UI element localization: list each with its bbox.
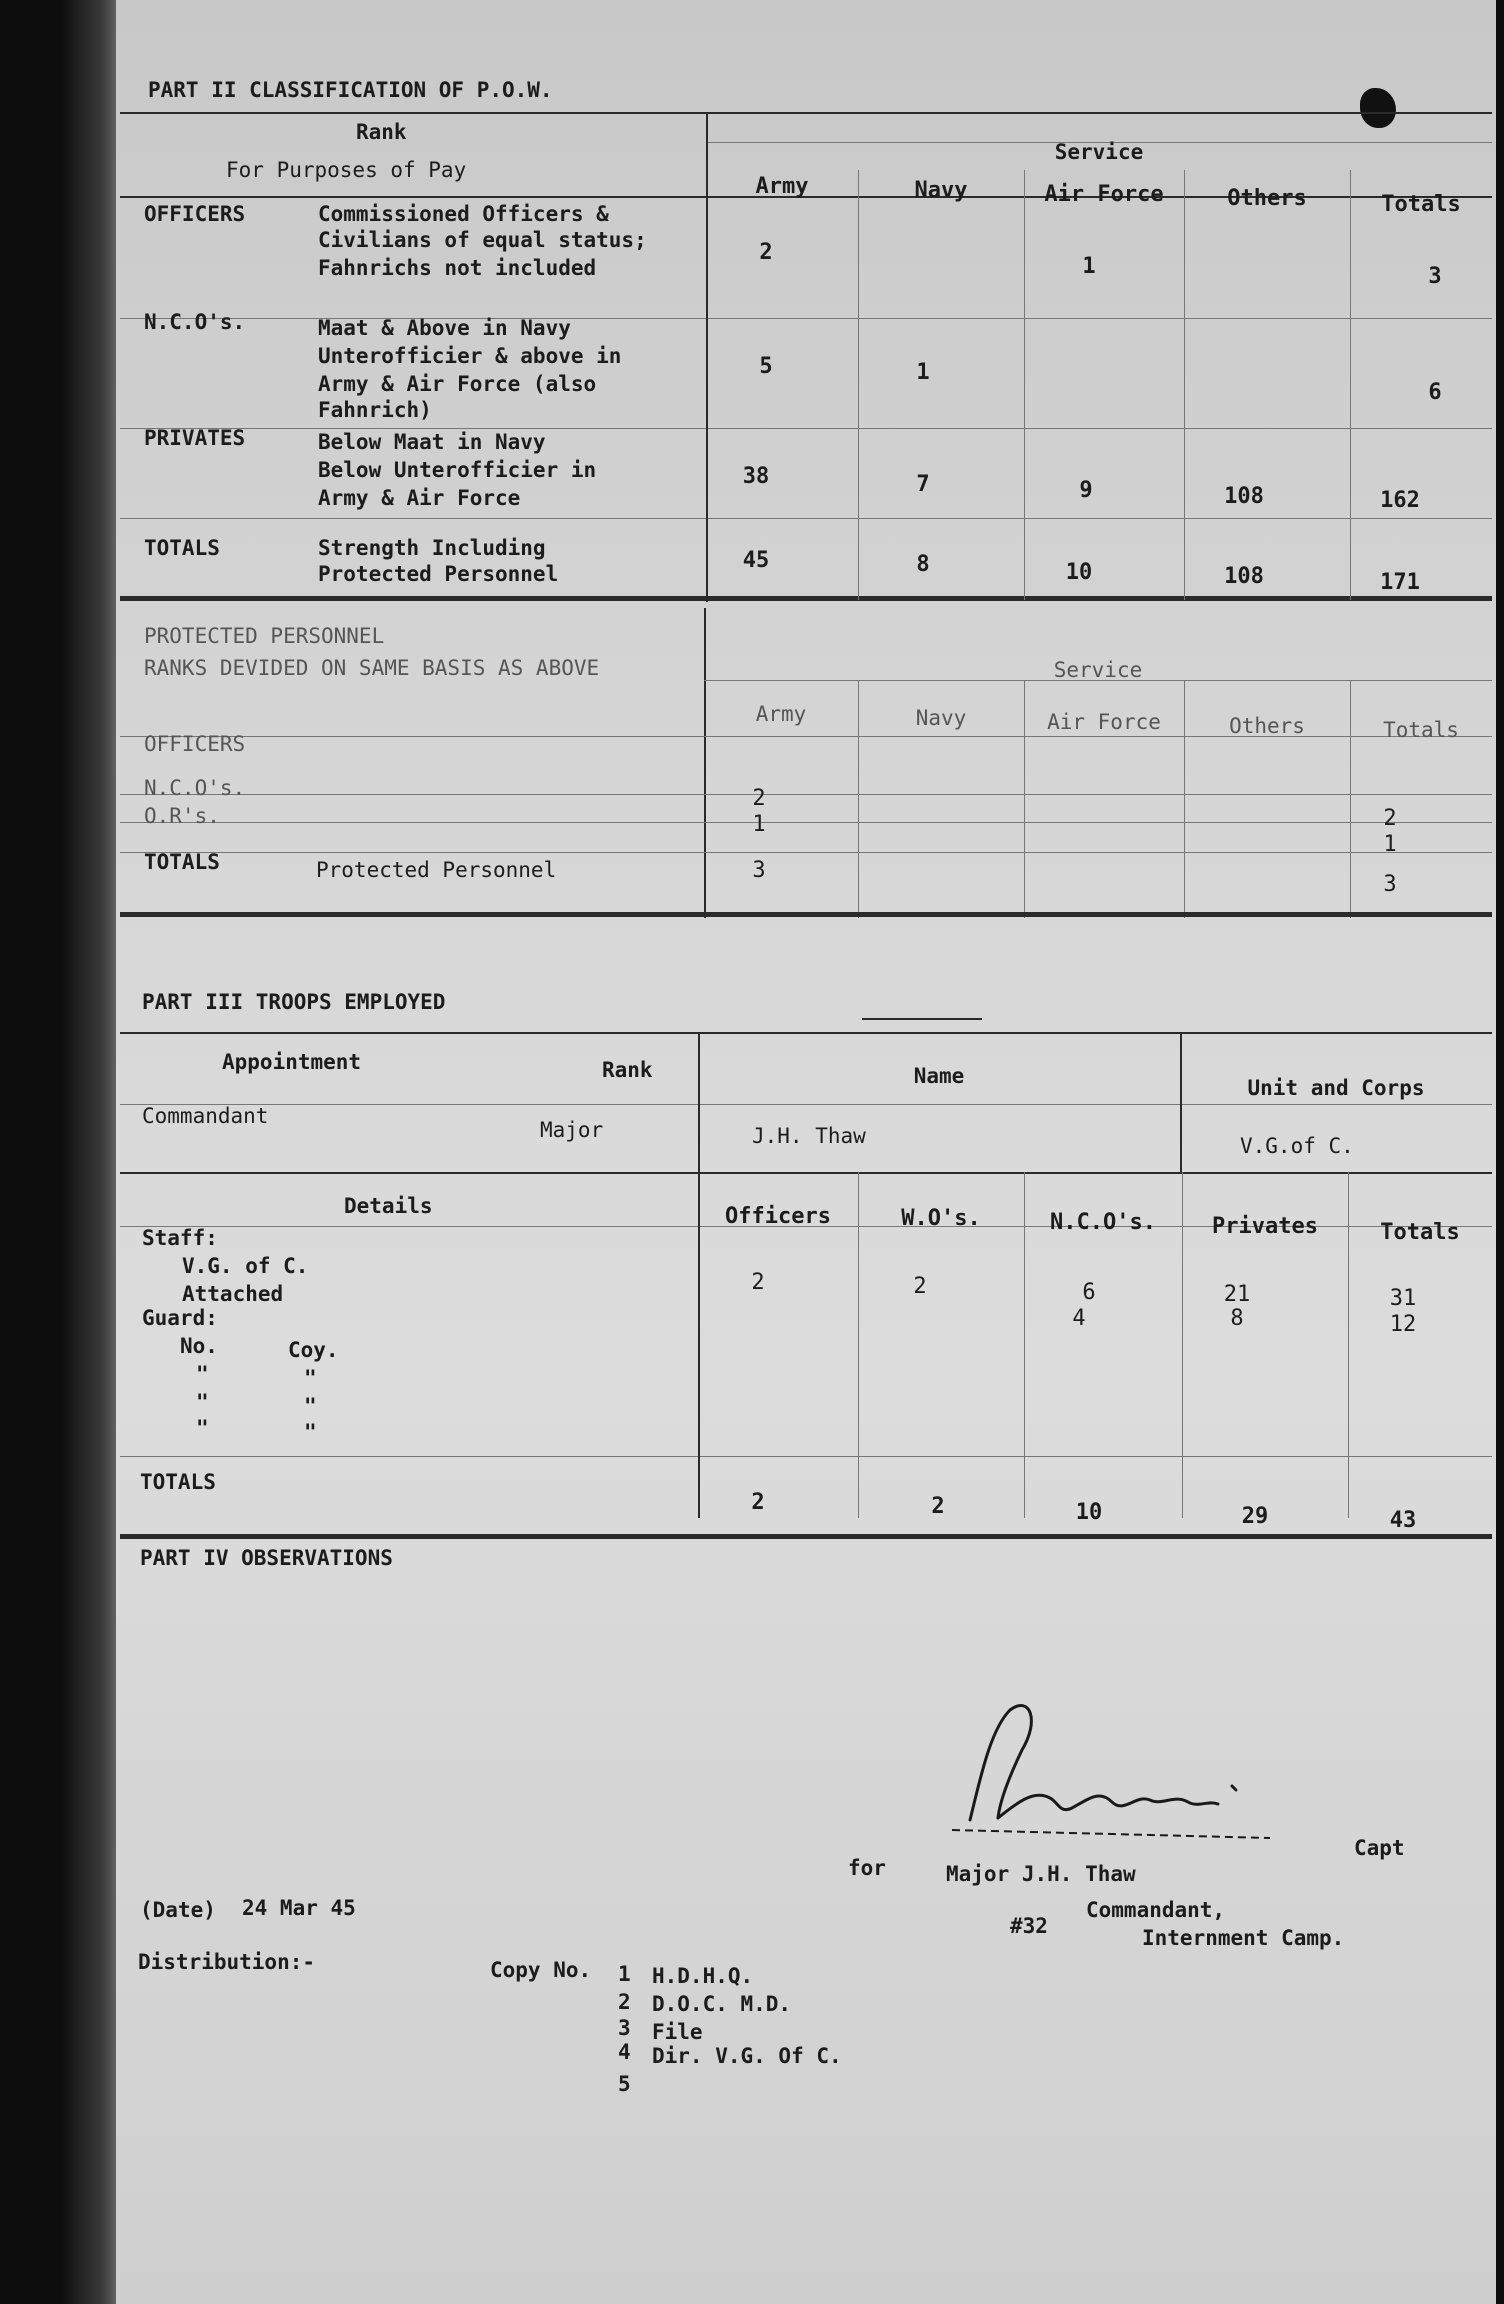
cell-value: 8 <box>1230 1306 1244 1331</box>
signature-capt: Capt <box>1354 1836 1405 1860</box>
cell-value: 1 <box>916 360 930 385</box>
row-desc: Civilians of equal status; <box>318 228 647 252</box>
copy-number: 2 <box>618 1990 631 2014</box>
rank-header: Rank <box>356 120 407 144</box>
rule <box>120 1456 1492 1457</box>
col-header-totals: Totals <box>1381 192 1461 217</box>
protected-title: PROTECTED PERSONNEL <box>144 624 385 648</box>
distribution-label: Distribution:- <box>138 1950 316 1974</box>
row-desc: Army & Air Force <box>318 486 521 510</box>
row-desc: Fahnrich) <box>318 398 432 422</box>
col-header-navy: Navy <box>914 178 968 203</box>
protected-totals-label: TOTALS <box>144 850 220 874</box>
row-label-privates: PRIVATES <box>144 426 246 450</box>
row-label-officers: OFFICERS <box>144 202 246 226</box>
staff-line: Attached <box>182 1282 284 1306</box>
staff-line: V.G. of C. <box>182 1254 309 1278</box>
rule <box>698 1032 700 1172</box>
signature-role2: Internment Camp. <box>1142 1926 1345 1950</box>
row-desc: Maat & Above in Navy <box>318 316 571 340</box>
rule <box>1024 170 1025 600</box>
signature-role1: Commandant, <box>1086 1898 1226 1922</box>
protected-col-totals: Totals <box>1383 718 1459 742</box>
cell-value: 6 <box>1082 1280 1096 1305</box>
rule <box>120 1534 1492 1539</box>
protected-row-ors: O.R's. <box>144 804 220 828</box>
protected-col-army: Army <box>755 702 807 726</box>
protected-totals-desc: Protected Personnel <box>316 858 557 882</box>
part3-totals-label: TOTALS <box>140 1470 216 1494</box>
row-desc: Fahnrichs not included <box>318 256 597 280</box>
col-header-air-force: Air Force <box>1044 182 1164 207</box>
cell-value: 1 <box>1383 832 1397 857</box>
rule <box>120 1104 1492 1105</box>
ditto-mark: " <box>196 1416 209 1440</box>
cell-value: 7 <box>916 472 930 497</box>
ditto-mark: " <box>196 1390 209 1414</box>
ditto-mark: " <box>304 1420 317 1444</box>
date-value: 24 Mar 45 <box>242 1896 356 1920</box>
cell-value: 1 <box>1082 254 1096 279</box>
rule <box>120 428 1492 429</box>
cell-value: 38 <box>742 464 770 489</box>
row-desc: Strength Including <box>318 536 546 560</box>
cell-value: 45 <box>742 548 770 573</box>
header-appointment: Appointment <box>222 1050 362 1074</box>
cell-value: 2 <box>752 786 766 811</box>
date-label: (Date) <box>140 1898 216 1922</box>
col-header-officers: Officers <box>725 1204 831 1229</box>
col-header-totals: Totals <box>1380 1220 1460 1245</box>
guard-no-label: No. <box>180 1334 218 1358</box>
row-desc: Below Unterofficier in <box>318 458 597 482</box>
copy-no-label: Copy No. <box>490 1958 592 1982</box>
copy-number: 5 <box>618 2072 631 2096</box>
rule <box>862 1018 982 1020</box>
commandant-unit: V.G.of C. <box>1240 1134 1354 1158</box>
part3-title: PART III TROOPS EMPLOYED <box>142 990 446 1014</box>
copy-recipient: D.O.C. M.D. <box>652 1992 792 2016</box>
ditto-mark: " <box>304 1366 317 1390</box>
cell-value: 171 <box>1380 570 1420 595</box>
part4-title: PART IV OBSERVATIONS <box>140 1546 393 1570</box>
copy-number: 1 <box>618 1962 631 1986</box>
col-header-privates: Privates <box>1212 1214 1318 1239</box>
rule <box>120 518 1492 519</box>
cell-value: 3 <box>1428 264 1442 289</box>
signature-name: Major J.H. Thaw <box>946 1862 1136 1886</box>
signature-for: for <box>848 1856 886 1880</box>
header-rank: Rank <box>602 1058 653 1082</box>
cell-value: 2 <box>913 1274 927 1299</box>
guard-coy-label: Coy. <box>288 1338 339 1362</box>
cell-value: 6 <box>1428 380 1442 405</box>
guard-label: Guard: <box>142 1306 218 1330</box>
service-header: Service <box>1054 140 1144 164</box>
cell-value: 43 <box>1389 1508 1417 1533</box>
cell-value: 1 <box>752 812 766 837</box>
cell-value: 2 <box>751 1270 765 1295</box>
copy-recipient: H.D.H.Q. <box>652 1964 754 1988</box>
cell-value: 9 <box>1079 478 1093 503</box>
cell-value: 21 <box>1223 1282 1251 1307</box>
cell-value: 3 <box>1383 872 1397 897</box>
protected-col-air-force: Air Force <box>1047 710 1161 734</box>
signature-number: #32 <box>1010 1914 1048 1938</box>
rule <box>120 112 1492 114</box>
header-name: Name <box>913 1064 965 1088</box>
row-desc: Below Maat in Navy <box>318 430 546 454</box>
cell-value: 108 <box>1224 564 1264 589</box>
cell-value: 8 <box>916 552 930 577</box>
rule <box>120 1032 1492 1034</box>
col-header-others: Others <box>1227 186 1307 211</box>
cell-value: 3 <box>752 858 766 883</box>
protected-row-ncos: N.C.O's. <box>144 776 246 800</box>
col-header-army: Army <box>755 174 809 199</box>
ditto-mark: " <box>304 1394 317 1418</box>
header-unit-corps: Unit and Corps <box>1247 1076 1425 1100</box>
copy-number: 4 <box>618 2040 631 2064</box>
protected-row-officers: OFFICERS <box>144 732 246 756</box>
handwritten-signature <box>940 1690 1280 1850</box>
cell-value: 2 <box>751 1490 765 1515</box>
row-desc: Army & Air Force (also <box>318 372 597 396</box>
cell-value: 31 <box>1389 1286 1417 1311</box>
staff-label: Staff: <box>142 1226 218 1250</box>
cell-value: 10 <box>1075 1500 1103 1525</box>
pay-purpose-header: For Purposes of Pay <box>226 158 467 182</box>
rule <box>120 852 1492 853</box>
copy-recipient: Dir. V.G. Of C. <box>652 2044 842 2068</box>
cell-value: 5 <box>759 354 773 379</box>
rule <box>1184 170 1185 600</box>
rule <box>1180 1032 1182 1172</box>
protected-col-others: Others <box>1229 714 1305 738</box>
row-label-ncos: N.C.O's. <box>144 310 246 334</box>
cell-value: 2 <box>1383 806 1397 831</box>
commandant-name: J.H. Thaw <box>752 1124 866 1148</box>
protected-service-header: Service <box>1053 658 1143 682</box>
cell-value: 2 <box>931 1494 945 1519</box>
cell-value: 10 <box>1065 560 1093 585</box>
protected-subtitle: RANKS DEVIDED ON SAME BASIS AS ABOVE <box>144 656 600 680</box>
cell-value: 2 <box>759 240 773 265</box>
col-header-wos: W.O's. <box>901 1206 981 1231</box>
rule <box>120 912 1492 917</box>
col-header-ncos: N.C.O's. <box>1050 1210 1156 1235</box>
row-desc: Protected Personnel <box>318 562 559 586</box>
commandant-appointment: Commandant <box>142 1104 269 1128</box>
rule <box>120 596 1492 601</box>
rule <box>120 1172 1492 1174</box>
details-header: Details <box>344 1194 433 1218</box>
cell-value: 162 <box>1380 488 1420 513</box>
cell-value: 108 <box>1224 484 1264 509</box>
row-label-totals: TOTALS <box>144 536 220 560</box>
copy-number: 3 <box>618 2016 631 2040</box>
cell-value: 4 <box>1072 1306 1086 1331</box>
part2-title: PART II CLASSIFICATION OF P.O.W. <box>148 78 553 102</box>
copy-recipient: File <box>652 2020 703 2044</box>
ditto-mark: " <box>196 1362 209 1386</box>
cell-value: 12 <box>1389 1312 1417 1337</box>
row-desc: Commissioned Officers & <box>318 202 609 226</box>
protected-col-navy: Navy <box>915 706 967 730</box>
commandant-rank: Major <box>540 1118 604 1142</box>
rule <box>858 170 859 600</box>
cell-value: 29 <box>1241 1504 1269 1529</box>
row-desc: Unterofficier & above in <box>318 344 622 368</box>
ink-blot <box>1360 88 1396 128</box>
